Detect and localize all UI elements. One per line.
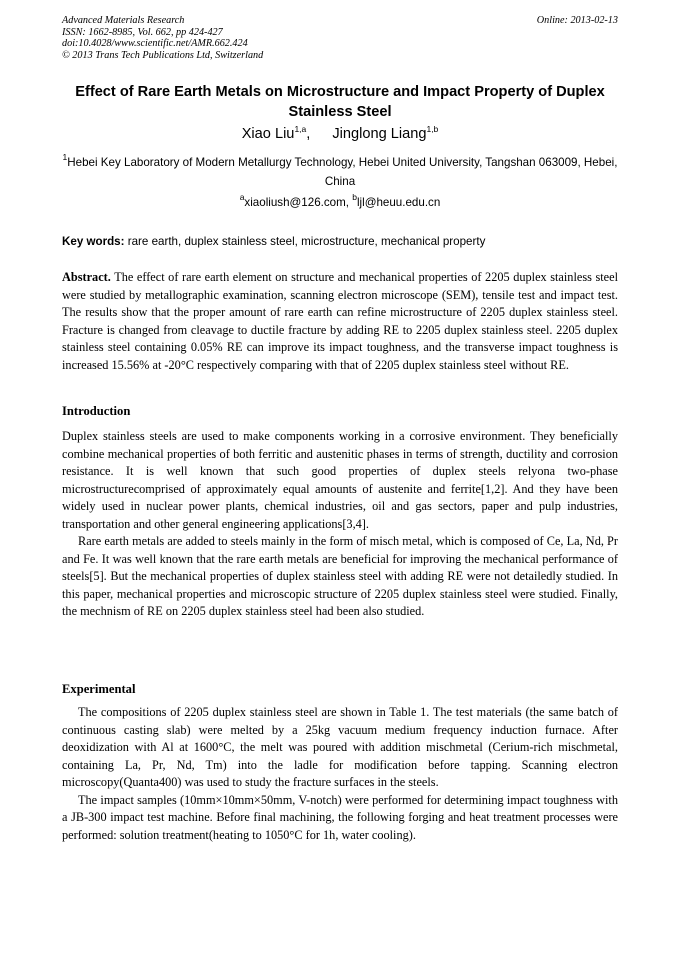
online-date: Online: 2013-02-13 [536, 15, 618, 26]
section-heading-experimental: Experimental [62, 682, 136, 696]
affiliation-text: Hebei Key Laboratory of Modern Metallurgy Technology, Hebei United University, Tangshan 063009, Hebei, China [67, 156, 618, 188]
email-address: ljl@heuu.edu.cn [356, 196, 441, 209]
abstract-label: Abstract. [62, 270, 111, 284]
paragraph: Rare earth metals are added to steels mainly in the form of misch metal, which is composed of Ce, La, Nd, Pr and Fe. It was well known that the rare earth metals are beneficial for improving the mechanical performance of steels[5]. But the mechanical properties of duplex stainless steel with adding RE were not detailedly studied. In this paper, mechanical properties and microscopic structure of 2205 duplex stainless steel were studied. Finally, the mechnism of RE on 2205 duplex stainless steel had been also studied. [62, 534, 618, 618]
abstract [62, 269, 618, 374]
paper-title: Effect of Rare Earth Metals on Microstructure and Impact Property of Duplex Stainless Steel [75, 84, 605, 120]
issn-line: ISSN: 1662-8985, Vol. 662, pp 424-427 [62, 26, 223, 38]
author-name: Jinglong Liang [332, 126, 427, 142]
author-list [62, 124, 618, 144]
email-superscript: b [352, 192, 357, 202]
journal-name: Advanced Materials Research [62, 15, 185, 26]
author-superscript: 1,b [426, 124, 439, 134]
keywords-text: rare earth, duplex stainless steel, microstructure, mechanical property [127, 235, 486, 248]
email-separator: , [345, 196, 353, 209]
keywords-label: Key words: [62, 235, 125, 248]
author-separator: , [306, 126, 311, 142]
paragraph: Duplex stainless steels are used to make components working in a corrosive environment. They beneficially combine mechanical properties of both ferritic and austenitic phases in terms of strength, ductility and corrosion resistance. It is well known that such good properties of duplex steels relyona two-phase microstructurecomprised of approximately equal amounts of austenite and ferrite[1,2]. And they have been widely used in nuclear power plants, chemical industries, oil and gas sectors, paper and pulp industries, transportation and other general engineering applications[3,4]. [62, 429, 618, 531]
experimental-body [62, 704, 618, 844]
section-heading-introduction: Introduction [62, 404, 131, 418]
author-name: Xiao Liu [241, 126, 295, 142]
email-superscript: a [239, 192, 245, 202]
introduction-body [62, 428, 618, 621]
abstract-text: The effect of rare earth element on structure and mechanical properties of 2205 duplex stainless steel were studied by metallographic examination, scanning electron microscope (SEM), tensile test and impact test. The results show that the proper amount of rare earth can refine microstructure of 2205 duplex stainless steel. Fracture is changed from cleavage to ductile fracture by adding RE to 2205 duplex stainless steel. 2205 duplex stainless steel containing 0.05% RE can improve its impact toughness, and the transverse impact toughness is increased 15.56% at -20°C respectively comparing with that of 2205 duplex stainless steel without RE. [62, 270, 618, 372]
paragraph: The compositions of 2205 duplex stainless steel are shown in Table 1. The test materials (the same batch of continuous casting slab) were melted by a 25kg vacuum medium frequency induction furnace. After deoxidization with Al at 1600°C, the melt was poured with addition mischmetal (Cerium-rich mischmetal, containing La, Pr, Nd, Tm) into the ladle for modification before tapping. Scanning electron microscopy(Quanta400) was used to study the fracture surfaces in the steels. [62, 705, 618, 789]
affiliation-superscript: 1 [62, 152, 68, 162]
author-superscript: 1,a [294, 124, 307, 134]
paragraph: The impact samples (10mm×10mm×50mm, V-notch) were performed for determining impact toughness with a JB-300 impact test machine. Before final machining, the following forging and heat treatment processes were performed: solution treatment(heating to 1050°C for 1h, water cooling). [62, 792, 618, 842]
affiliation [62, 153, 618, 191]
keywords [62, 234, 618, 249]
doi-line: doi:10.4028/www.scientific.net/AMR.662.424 [62, 38, 248, 50]
copyright-line: © 2013 Trans Tech Publications Ltd, Switzerland [62, 49, 264, 61]
author-emails [62, 192, 618, 211]
journal-header [62, 15, 618, 61]
email-address: xiaoliush@126.com [244, 196, 346, 209]
